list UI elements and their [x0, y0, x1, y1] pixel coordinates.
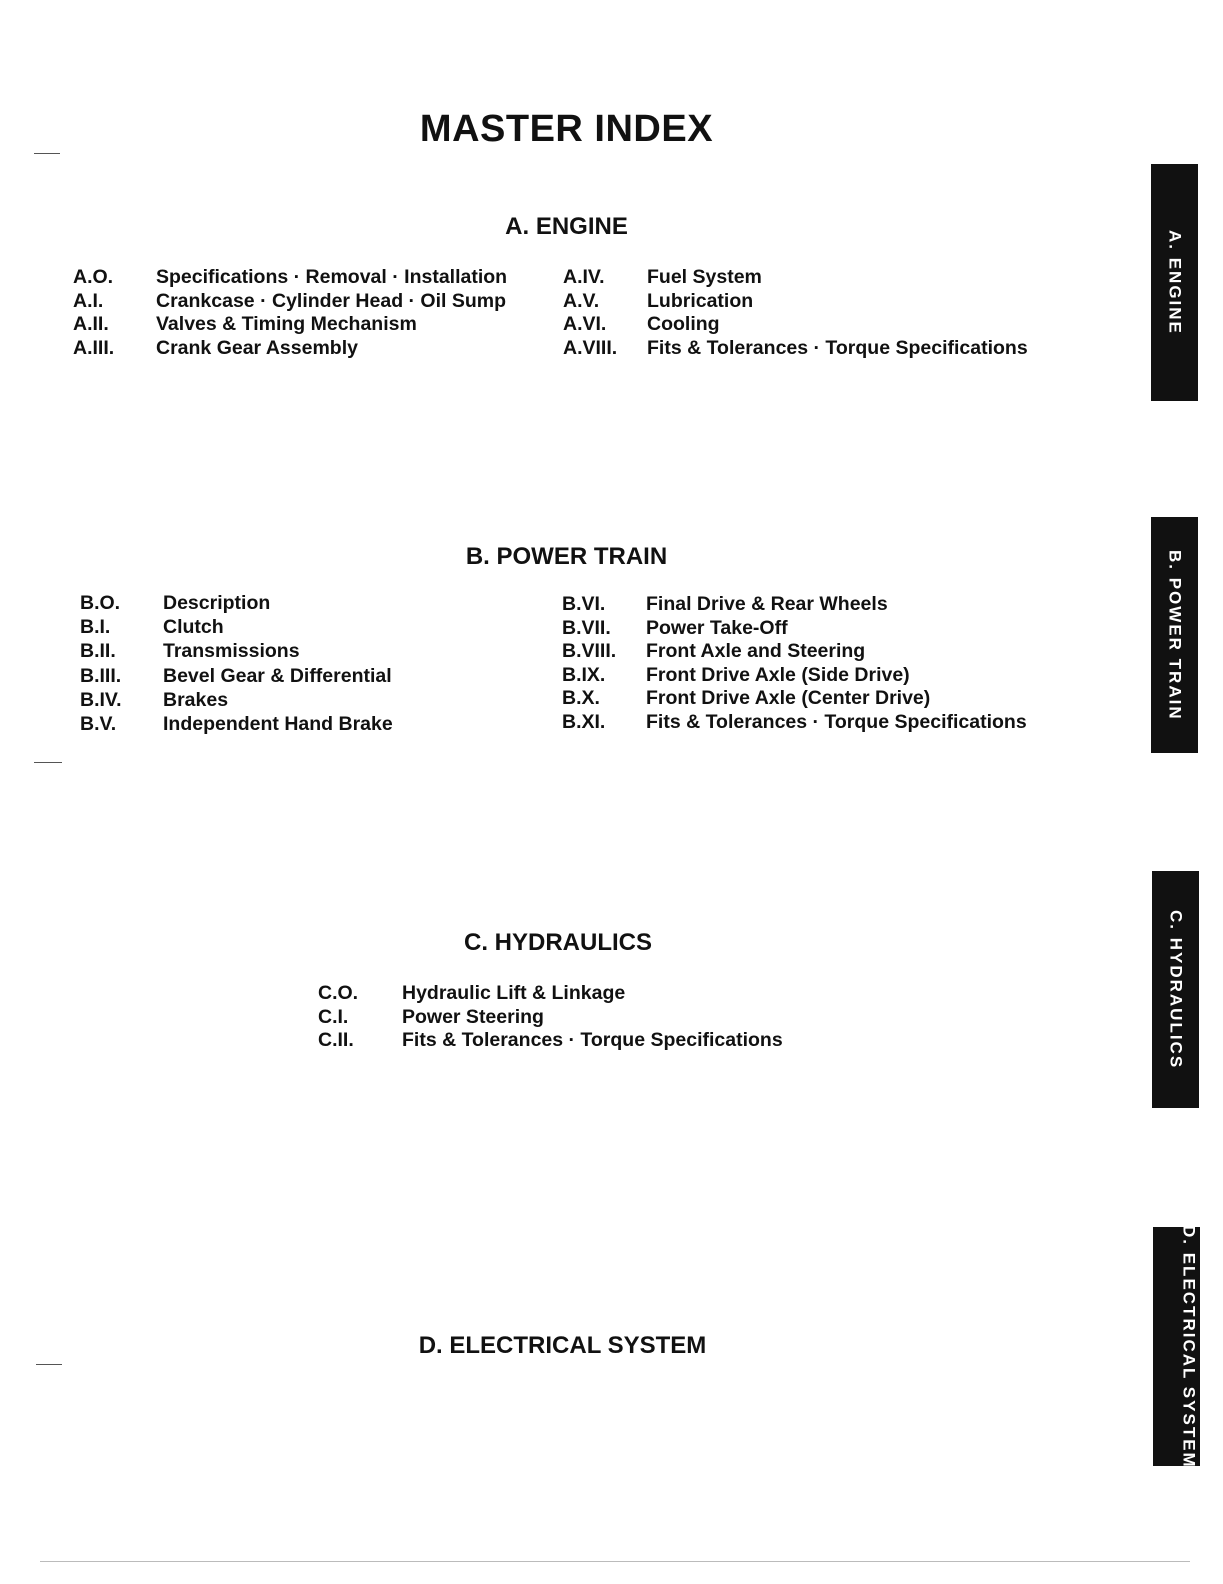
thumb-tab-power-train[interactable]: [1151, 517, 1198, 753]
entry-label: Transmissions: [163, 640, 300, 663]
index-entry-c-1[interactable]: [318, 1006, 783, 1030]
index-entry-b-2[interactable]: [80, 639, 393, 663]
section-heading-electrical: D. ELECTRICAL SYSTEM: [418, 1332, 707, 1359]
entry-label: Crank Gear Assembly: [156, 336, 358, 359]
entry-code: A.VI.: [563, 313, 607, 335]
index-entry-b-10[interactable]: [562, 687, 1027, 711]
index-entry-b-1[interactable]: [80, 615, 393, 639]
entry-label: Crankcase · Cylinder Head · Oil Sump: [156, 289, 507, 312]
entry-label: Fuel System: [647, 266, 762, 288]
entry-code: B.VII.: [562, 616, 611, 639]
scan-mark: [36, 1364, 62, 1365]
scan-mark: [34, 153, 60, 154]
entry-code: B.III.: [80, 664, 122, 687]
entry-code: A.VIII.: [563, 336, 618, 359]
entry-label: Front Axle and Steering: [646, 640, 866, 663]
entry-label: Fits & Tolerances · Torque Specifications: [402, 1029, 783, 1051]
index-entry-b-11[interactable]: [562, 711, 1027, 735]
entry-label: Description: [163, 592, 271, 614]
index-entry-b-8[interactable]: [562, 640, 1027, 664]
index-entry-a-5[interactable]: [563, 290, 1028, 314]
index-entry-b-5[interactable]: [80, 712, 393, 736]
entry-label: Bevel Gear & Differential: [163, 664, 392, 687]
tab-label: D. ELECTRICAL SYSTEM: [1179, 1224, 1199, 1469]
index-entry-b-0[interactable]: [80, 591, 393, 615]
scan-bottom-rule: [40, 1561, 1190, 1562]
section-heading-hydraulics: C. HYDRAULICS: [463, 929, 652, 956]
scan-mark: [34, 762, 62, 763]
entry-code: A.O.: [73, 266, 114, 288]
thumb-tab-hydraulics[interactable]: [1152, 871, 1199, 1108]
entry-code: B.IV.: [80, 688, 122, 711]
entry-code: B.VI.: [562, 593, 606, 615]
entry-code: C.II.: [318, 1029, 354, 1051]
power-train-index-left: [80, 591, 393, 736]
entry-code: A.IV.: [563, 266, 605, 288]
index-entry-b-4[interactable]: [80, 688, 393, 712]
entry-code: B.I.: [80, 616, 111, 639]
entry-label: Hydraulic Lift & Linkage: [402, 982, 626, 1004]
entry-code: A.III.: [73, 336, 115, 359]
tab-label: A. ENGINE: [1165, 230, 1185, 335]
entry-code: B.II.: [80, 640, 116, 663]
entry-label: Cooling: [647, 313, 720, 335]
entry-code: C.O.: [318, 982, 359, 1004]
entry-code: B.VIII.: [562, 640, 617, 663]
entry-code: A.II.: [73, 313, 109, 335]
thumb-tab-electrical[interactable]: [1153, 1224, 1200, 1469]
index-entry-b-9[interactable]: [562, 664, 1027, 688]
entry-label: Specifications · Removal · Installation: [156, 266, 508, 288]
index-entry-a-6[interactable]: [563, 313, 1028, 337]
entry-code: B.O.: [80, 592, 121, 614]
entry-label: Power Steering: [402, 1005, 544, 1028]
index-entry-a-1[interactable]: [73, 290, 507, 314]
index-entry-b-3[interactable]: [80, 664, 393, 688]
power-train-index-right: [562, 593, 1027, 735]
index-entry-a-0[interactable]: [73, 266, 507, 290]
entry-code: B.V.: [80, 713, 117, 736]
section-heading-power-train: B. POWER TRAIN: [465, 543, 668, 570]
entry-label: Clutch: [163, 616, 224, 639]
tab-label: C. HYDRAULICS: [1166, 909, 1186, 1070]
entry-label: Brakes: [163, 688, 229, 711]
entry-code: B.XI.: [562, 710, 606, 733]
index-entry-c-0[interactable]: [318, 982, 783, 1006]
index-entry-a-7[interactable]: [563, 337, 1028, 361]
entry-label: Final Drive & Rear Wheels: [646, 593, 888, 615]
entry-label: Valves & Timing Mechanism: [156, 313, 417, 335]
entry-label: Lubrication: [647, 289, 754, 312]
index-entry-a-2[interactable]: [73, 313, 507, 337]
page-title: MASTER INDEX: [419, 108, 714, 150]
index-entry-b-6[interactable]: [562, 593, 1027, 617]
entry-code: B.X.: [562, 687, 600, 710]
entry-code: A.V.: [563, 289, 600, 312]
hydraulics-index: [318, 982, 783, 1053]
entry-code: C.I.: [318, 1005, 349, 1028]
entry-label: Front Drive Axle (Center Drive): [646, 687, 931, 710]
thumb-tab-engine[interactable]: [1151, 164, 1198, 401]
index-entry-b-7[interactable]: [562, 617, 1027, 641]
entry-code: A.I.: [73, 289, 104, 312]
section-heading-engine: A. ENGINE: [505, 213, 628, 240]
index-entry-a-4[interactable]: [563, 266, 1028, 290]
entry-code: B.IX.: [562, 663, 606, 686]
entry-label: Fits & Tolerances · Torque Specifications: [646, 710, 1027, 733]
engine-index-right: [563, 266, 1028, 360]
entry-label: Independent Hand Brake: [163, 713, 393, 736]
index-entry-a-3[interactable]: [73, 337, 507, 361]
entry-label: Power Take-Off: [646, 616, 788, 639]
entry-label: Front Drive Axle (Side Drive): [646, 663, 910, 686]
entry-label: Fits & Tolerances · Torque Specifications: [647, 336, 1028, 359]
tab-label: B. POWER TRAIN: [1165, 549, 1185, 721]
engine-index-left: [73, 266, 507, 360]
index-entry-c-2[interactable]: [318, 1029, 783, 1053]
